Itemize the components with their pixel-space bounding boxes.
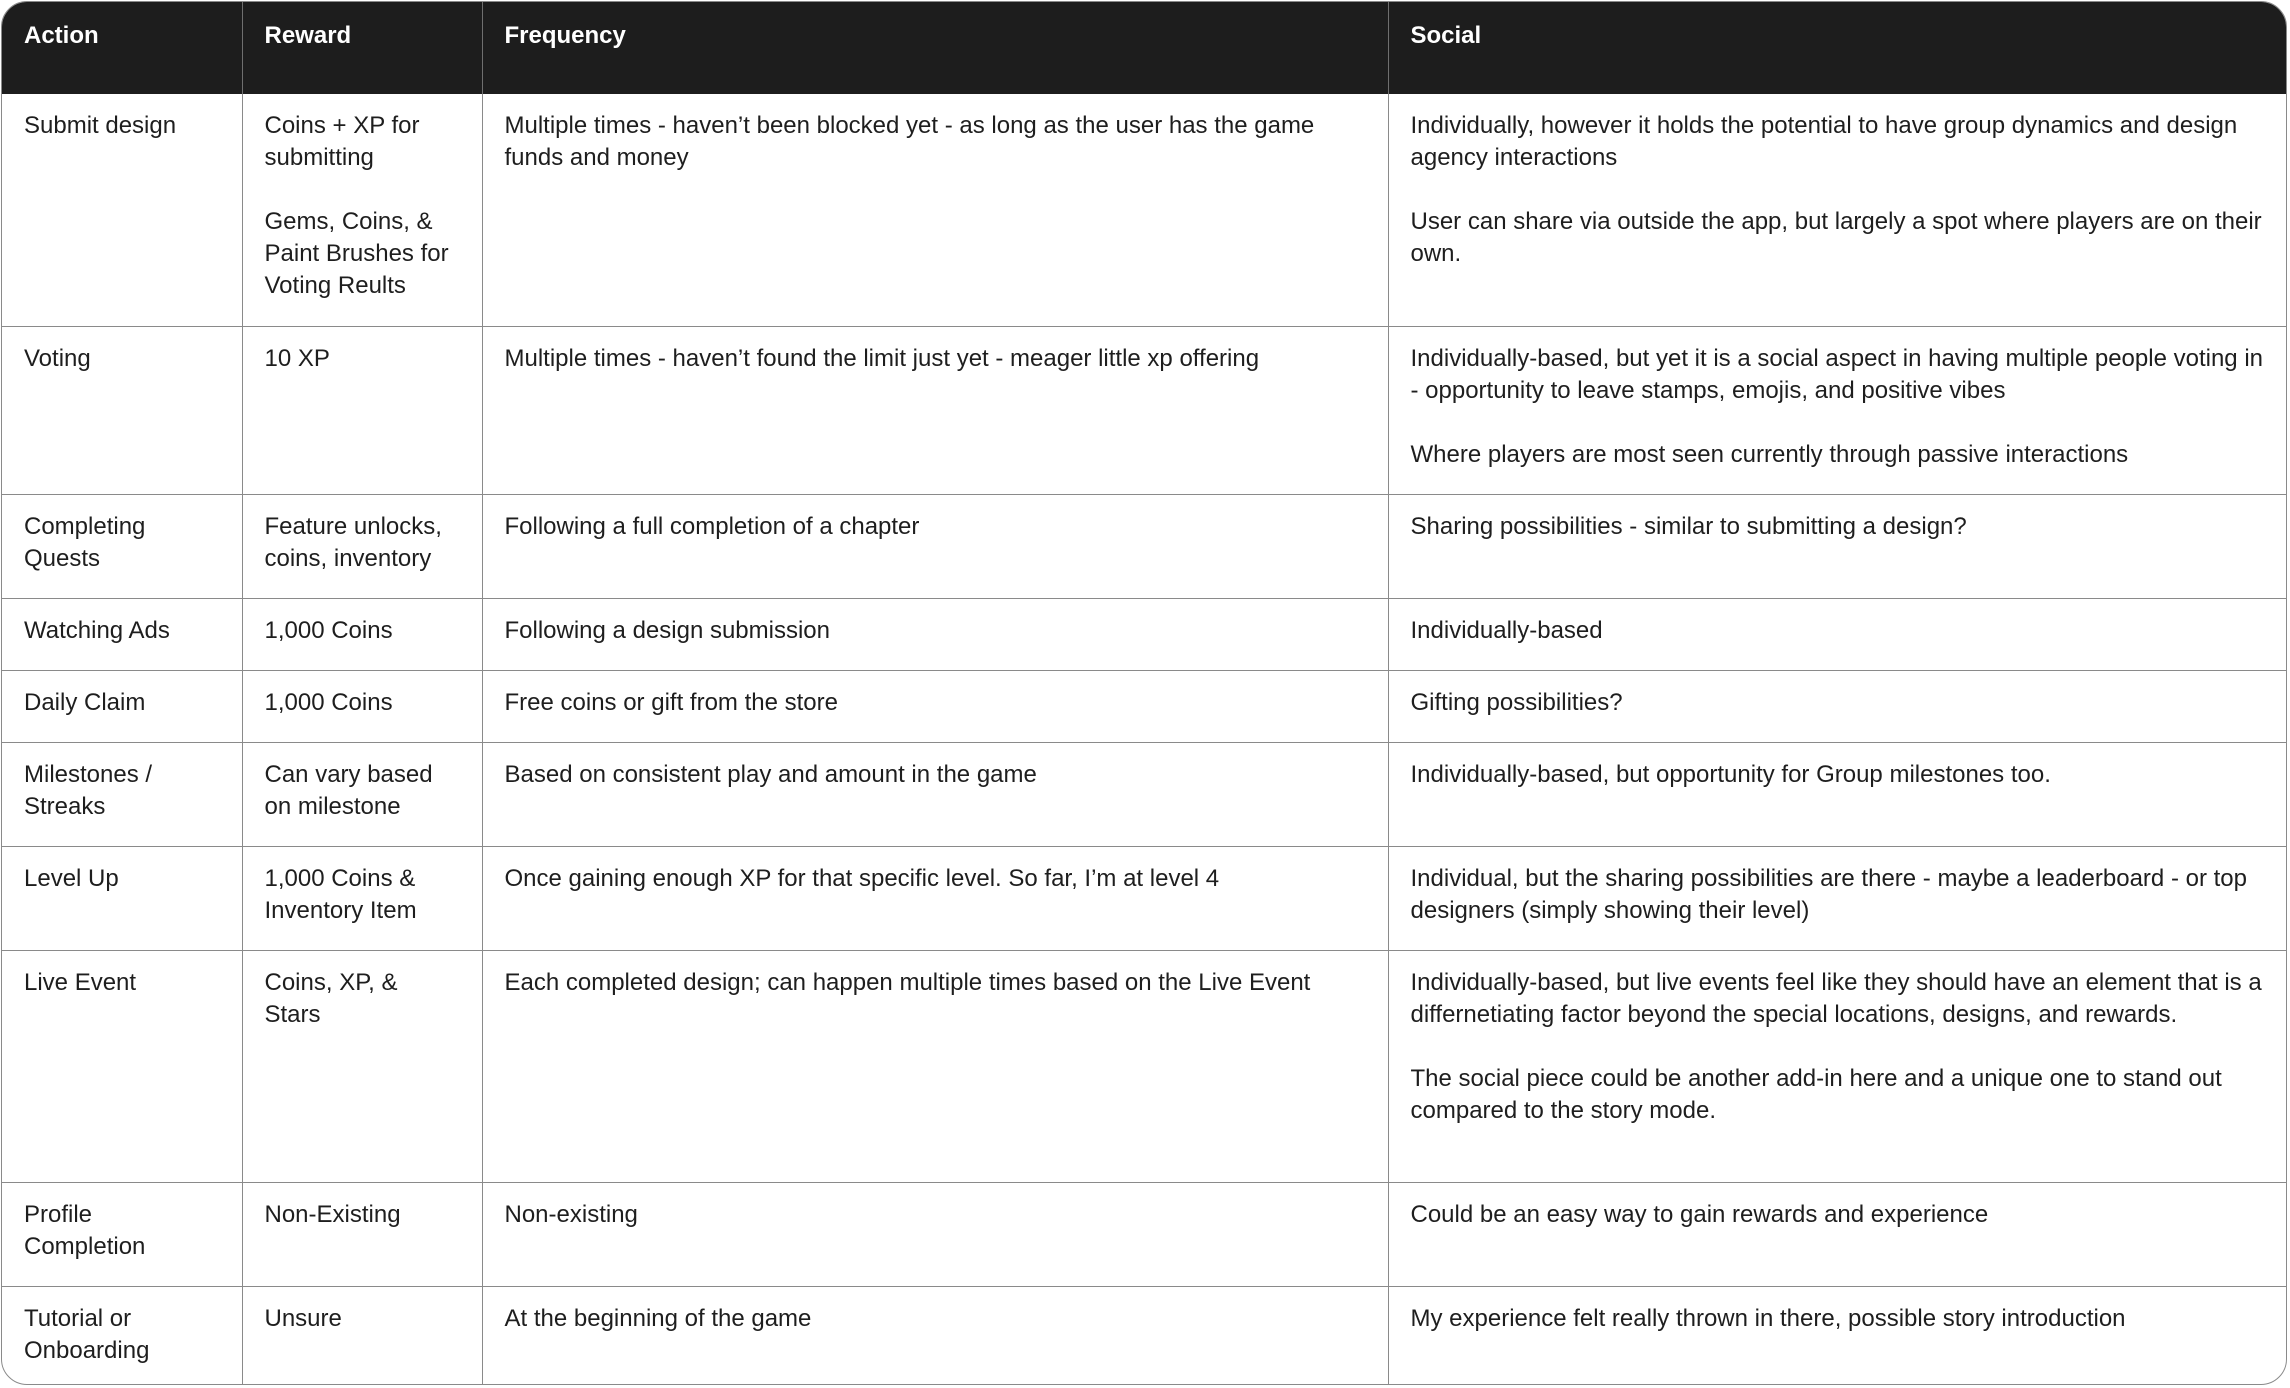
cell-text: Individually-based, but yet it is a social aspect in having multiple people voting in - opportunity to leave stamps, emojis, and positive vibes [1410, 344, 2263, 404]
cell-text: User can share via outside the app, but largely a spot where players are on their own. [1410, 208, 2262, 267]
cell-text: Completing Quests [24, 512, 146, 572]
cell-text: Individually, however it holds the potential to have group dynamics and design agency interactions [1410, 112, 2238, 171]
cell-action [2, 670, 242, 742]
cell-social [1388, 1182, 2286, 1286]
cell-reward [242, 846, 482, 950]
table-row [2, 598, 2286, 670]
header-action: Action [2, 2, 242, 94]
rewards-table [2, 2, 2286, 1384]
cell-frequency [482, 94, 1388, 326]
table-row [2, 1182, 2286, 1286]
table-row [2, 742, 2286, 846]
table-row [2, 494, 2286, 598]
cell-social [1388, 494, 2286, 598]
table-row [2, 846, 2286, 950]
cell-text: Sharing possibilities - similar to submitting a design? [1410, 512, 1967, 540]
cell-reward [242, 494, 482, 598]
header-row [2, 2, 2286, 94]
cell-reward [242, 326, 482, 494]
cell-text: Individually-based, but opportunity for Group milestones too. [1410, 760, 2051, 788]
cell-reward [242, 1286, 482, 1384]
cell-text: Could be an easy way to gain rewards and experience [1410, 1200, 1989, 1228]
cell-action [2, 950, 242, 1182]
cell-text: Watching Ads [24, 616, 170, 644]
cell-text: Milestones / Streaks [24, 760, 153, 820]
cell-social [1388, 94, 2286, 326]
cell-action [2, 598, 242, 670]
cell-frequency [482, 598, 1388, 670]
cell-text: Following a full completion of a chapter [504, 512, 920, 540]
cell-text: Where players are most seen currently through passive interactions [1410, 440, 2129, 468]
table-row [2, 94, 2286, 326]
cell-text: The social piece could be another add-in here and a unique one to stand out compared to the story mode. [1410, 1064, 2222, 1124]
header-reward: Reward [242, 2, 482, 94]
cell-frequency [482, 494, 1388, 598]
table-row [2, 1286, 2286, 1384]
table-body [2, 94, 2286, 1384]
cell-social [1388, 326, 2286, 494]
cell-action [2, 1182, 242, 1286]
cell-text: Individually-based [1410, 616, 1603, 644]
cell-text: 1,000 Coins [264, 616, 393, 644]
table-row [2, 326, 2286, 494]
cell-frequency [482, 742, 1388, 846]
cell-text: Individually-based, but live events feel like they should have an element that is a differnetiating factor beyond the special locations, designs, and rewards. [1410, 968, 2262, 1028]
cell-frequency [482, 1286, 1388, 1384]
table-row [2, 950, 2286, 1182]
cell-text: Live Event [24, 968, 137, 996]
cell-action [2, 846, 242, 950]
cell-social [1388, 670, 2286, 742]
cell-action [2, 1286, 242, 1384]
cell-frequency [482, 950, 1388, 1182]
rewards-table-container [1, 1, 2287, 1385]
cell-social [1388, 1286, 2286, 1384]
cell-action [2, 494, 242, 598]
table-header [2, 2, 2286, 94]
cell-text: Profile Completion [24, 1200, 146, 1260]
cell-text: Gems, Coins, & Paint Brushes for Voting Reults [264, 208, 449, 299]
cell-frequency [482, 846, 1388, 950]
cell-text: At the beginning of the game [504, 1304, 812, 1332]
cell-text: Based on consistent play and amount in the game [504, 760, 1037, 788]
cell-text: Each completed design; can happen multiple times based on the Live Event [504, 968, 1311, 996]
cell-reward [242, 950, 482, 1182]
cell-frequency [482, 1182, 1388, 1286]
cell-text: Free coins or gift from the store [504, 688, 838, 716]
cell-reward [242, 742, 482, 846]
cell-text: Once gaining enough XP for that specific level. So far, I’m at level 4 [504, 864, 1220, 892]
cell-text: Individual, but the sharing possibilities are there - maybe a leaderboard - or top designers (simply showing their level) [1410, 864, 2247, 924]
cell-text: Daily Claim [24, 688, 146, 716]
cell-text: Feature unlocks, coins, inventory [264, 512, 442, 572]
cell-text: My experience felt really thrown in there, possible story introduction [1410, 1304, 2126, 1332]
cell-text: Submit design [24, 112, 177, 139]
cell-text: Voting [24, 344, 91, 372]
cell-reward [242, 1182, 482, 1286]
cell-text: Multiple times - haven’t found the limit just yet - meager little xp offering [504, 344, 1260, 372]
cell-text: Coins, XP, & Stars [264, 968, 398, 1028]
cell-text: Multiple times - haven’t been blocked yet - as long as the user has the game funds and money [504, 112, 1315, 171]
cell-text: Unsure [264, 1304, 342, 1332]
cell-text: Coins + XP for submitting [264, 112, 420, 171]
cell-text: 1,000 Coins & Inventory Item [264, 864, 417, 924]
cell-reward [242, 670, 482, 742]
header-frequency: Frequency [482, 2, 1388, 94]
cell-text: 10 XP [264, 344, 330, 372]
header-social: Social [1388, 2, 2286, 94]
cell-reward [242, 598, 482, 670]
cell-text: Gifting possibilities? [1410, 688, 1623, 716]
cell-reward [242, 94, 482, 326]
cell-text: Level Up [24, 864, 119, 892]
cell-action [2, 742, 242, 846]
cell-text: 1,000 Coins [264, 688, 393, 716]
cell-social [1388, 742, 2286, 846]
cell-text: Following a design submission [504, 616, 830, 644]
cell-frequency [482, 326, 1388, 494]
cell-text: Can vary based on milestone [264, 760, 433, 820]
cell-text: Non-existing [504, 1200, 638, 1228]
cell-action [2, 94, 242, 326]
cell-text: Non-Existing [264, 1200, 401, 1228]
cell-social [1388, 950, 2286, 1182]
table-row [2, 670, 2286, 742]
cell-text: Tutorial or Onboarding [24, 1304, 150, 1364]
cell-social [1388, 846, 2286, 950]
cell-action [2, 326, 242, 494]
cell-frequency [482, 670, 1388, 742]
cell-social [1388, 598, 2286, 670]
